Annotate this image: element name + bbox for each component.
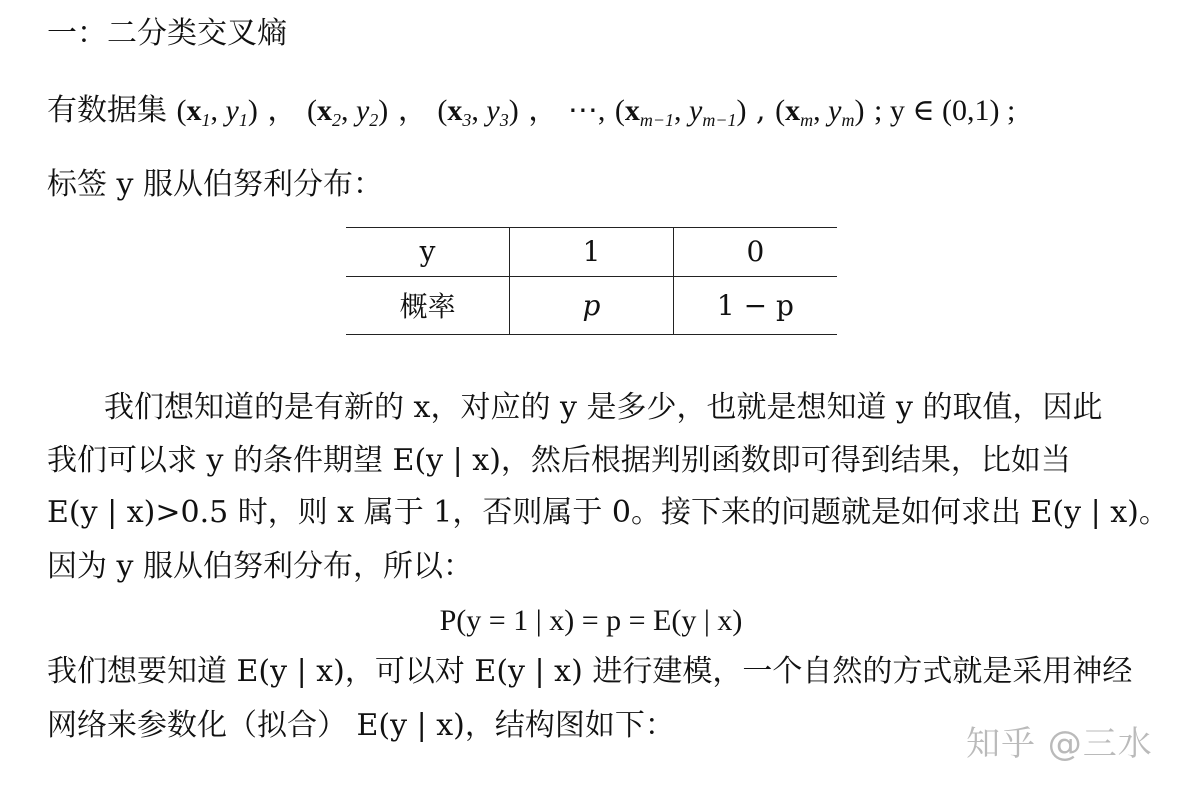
table-cell-one-minus-p: 1 − p: [673, 276, 837, 335]
table-header-0: 0: [673, 228, 837, 277]
probability-table: [346, 227, 837, 335]
table-row: [346, 276, 837, 335]
ellipsis: ⋯,: [567, 94, 606, 127]
paragraph-1-text-3: E(y | x)>0.5 时，则 x 属于 1，否则属于 0。接下来的问题就是如何求出 E(y | x)。: [47, 495, 1169, 530]
comma-2: ，: [397, 93, 428, 128]
paragraph-2-text-2: 网络来参数化（拟合） E(y | x)，结构图如下：: [47, 708, 675, 743]
paragraph-1-line-3: [47, 493, 1169, 533]
dataset-line: [47, 91, 1015, 140]
paragraph-2-line-1: [47, 652, 1132, 692]
table-cell-p: p: [510, 276, 674, 335]
watermark: [966, 716, 1153, 765]
pair-1: ($x_1$, $y_1$): [176, 94, 258, 130]
paragraph-1-line-1: [104, 388, 1103, 428]
probability-table-grid: [346, 227, 837, 335]
equation-line: [0, 601, 1182, 641]
pair-3: ($x_3$, $y_3$): [437, 94, 519, 130]
equation-text: P(y = 1 | x) = p = E(y | x): [439, 604, 743, 637]
bernoulli-text: 标签 y 服从伯努利分布：: [47, 167, 384, 202]
paragraph-1-text-4: 因为 y 服从伯努利分布，所以：: [47, 549, 474, 584]
comma-1: ，: [267, 93, 298, 128]
pair-m: ($x_m$, $y_m$): [775, 94, 865, 130]
table-header-1: 1: [510, 228, 674, 277]
paragraph-1-text-1: 我们想知道的是有新的 x，对应的 y 是多少，也就是想知道 y 的取值，因此: [104, 390, 1103, 425]
pair-m-1: ($x_{m-1}$, $y_{m-1}$): [614, 94, 747, 130]
section-heading: [47, 14, 287, 54]
dataset-suffix: ; y ∈ (0,1) ;: [874, 94, 1016, 127]
table-header-row: [346, 228, 837, 277]
paragraph-2-line-2: [47, 706, 675, 746]
paragraph-1-text-2: 我们可以求 y 的条件期望 E(y | x)，然后根据判别函数即可得到结果，比如当: [47, 443, 1071, 478]
heading-text: 一：二分类交叉熵: [47, 16, 287, 51]
bernoulli-line: [47, 165, 383, 205]
paragraph-1-line-2: [47, 441, 1071, 481]
table-header-y: y: [346, 228, 510, 277]
watermark-text: 知乎 @三水: [966, 724, 1153, 764]
paragraph-1-line-4: [47, 547, 473, 587]
comma-4: ,: [756, 93, 766, 128]
dataset-prefix: 有数据集: [47, 93, 167, 128]
paragraph-2-text-1: 我们想要知道 E(y | x)，可以对 E(y | x) 进行建模，一个自然的方式就是采用神经: [47, 654, 1133, 689]
table-cell-prob-label: 概率: [346, 276, 510, 335]
pair-2: ($x_2$, $y_2$): [306, 94, 389, 130]
comma-3: ，: [528, 93, 559, 128]
